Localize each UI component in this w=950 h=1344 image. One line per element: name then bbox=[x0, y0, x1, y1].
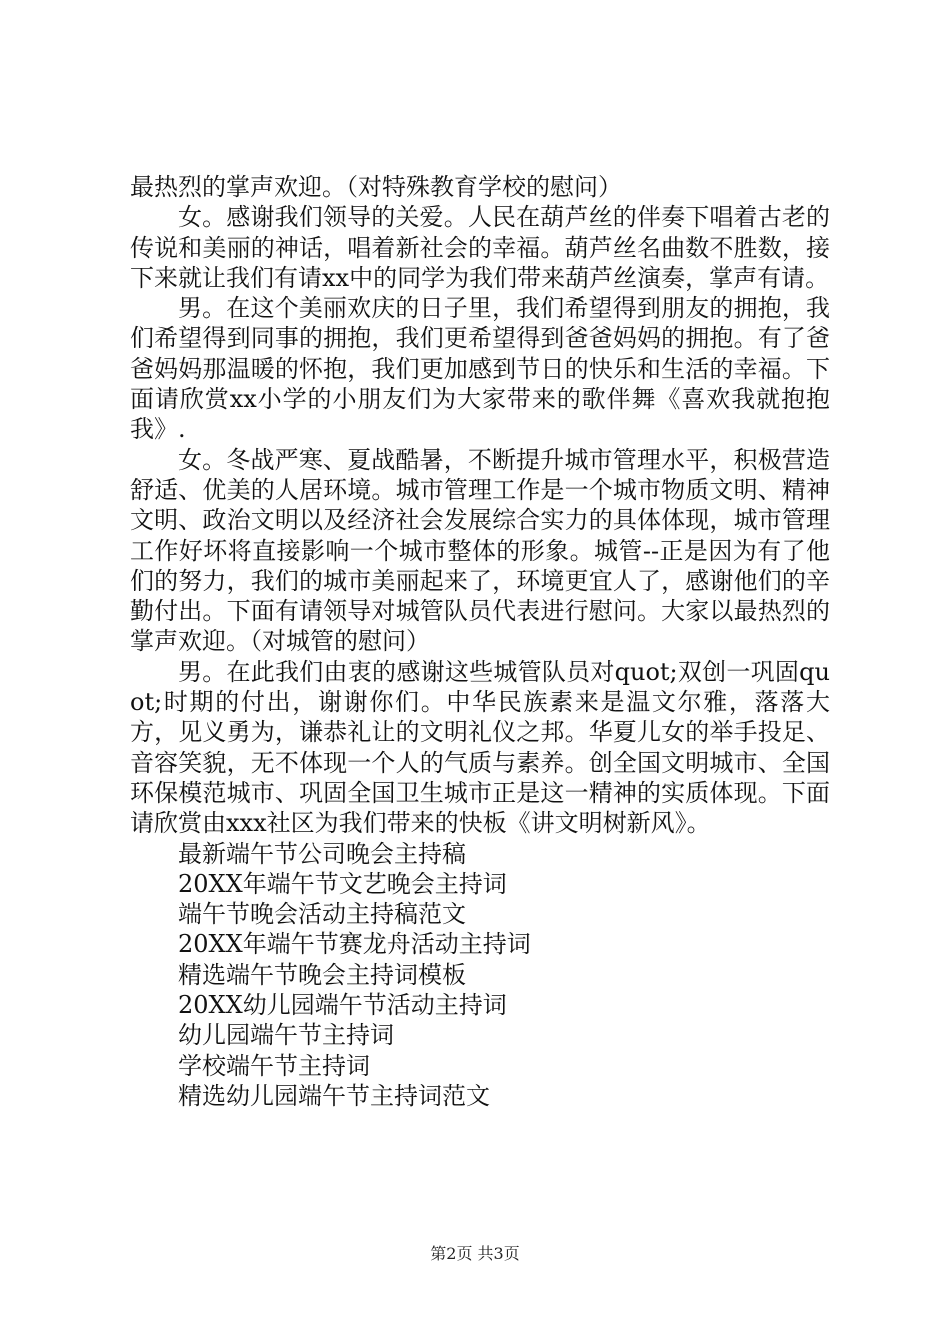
related-link-2[interactable]: 20XX年端午节文艺晚会主持词 bbox=[178, 869, 507, 898]
paragraph-5: 男。在此我们由衷的感谢这些城管队员对quot;双创一巩固quot;时期的付出，谢谢你们。中华民族素来是温文尔雅，落落大方，见义勇为，谦恭礼让的文明礼仪之邦。华夏儿女的举手投足、音容笑貌，无不体现一个人的气质与素养。创全国文明城市、全国环保模范城市、巩固全国卫生城市正是这一精神的实质体现。下面请欣赏由xxx社区为我们带来的快板《讲文明树新风》。 bbox=[130, 657, 830, 838]
related-link-6[interactable]: 20XX幼儿园端午节活动主持词 bbox=[178, 991, 507, 1020]
related-link-8[interactable]: 学校端午节主持词 bbox=[178, 1051, 370, 1080]
related-link-1[interactable]: 最新端午节公司晚会主持稿 bbox=[178, 839, 466, 868]
related-link-9[interactable]: 精选幼儿园端午节主持词范文 bbox=[178, 1081, 490, 1110]
paragraph-3: 男。在这个美丽欢庆的日子里，我们希望得到朋友的拥抱，我们希望得到同事的拥抱，我们更希望得到爸爸妈妈的拥抱。有了爸爸妈妈那温暖的怀抱，我们更加感到节日的快乐和生活的幸福。下面请欣赏xx小学的小朋友们为大家带来的歌伴舞《喜欢我就抱抱我》. bbox=[130, 294, 830, 444]
related-link-7[interactable]: 幼儿园端午节主持词 bbox=[178, 1021, 394, 1050]
related-link-4[interactable]: 20XX年端午节赛龙舟活动主持词 bbox=[178, 930, 531, 959]
paragraph-2: 女。感谢我们领导的关爱。人民在葫芦丝的伴奏下唱着古老的传说和美丽的神话，唱着新社会的幸福。葫芦丝名曲数不胜数，接下来就让我们有请xx中的同学为我们带来葫芦丝演奏，掌声有请。 bbox=[130, 203, 830, 292]
related-link-5[interactable]: 精选端午节晚会主持词模板 bbox=[178, 960, 466, 989]
document-body bbox=[130, 172, 830, 1111]
paragraph-1: 最热烈的掌声欢迎。（对特殊教育学校的慰问） bbox=[130, 173, 622, 201]
paragraph-4: 女。冬战严寒、夏战酷暑，不断提升城市管理水平，积极营造舒适、优美的人居环境。城市管理工作是一个城市物质文明、精神文明、政治文明以及经济社会发展综合实力的具体体现，城市管理工作好坏将直接影响一个城市整体的形象。城管--正是因为有了他们的努力，我们的城市美丽起来了，环境更宜人了，感谢他们的辛勤付出。下面有请领导对城管队员代表进行慰问。大家以最热烈的掌声欢迎。（对城管的慰问） bbox=[130, 445, 830, 656]
related-link-3[interactable]: 端午节晚会活动主持稿范文 bbox=[178, 900, 466, 929]
related-links-list bbox=[130, 839, 830, 1112]
page-number-footer: 第2页 共3页 bbox=[430, 1244, 520, 1263]
